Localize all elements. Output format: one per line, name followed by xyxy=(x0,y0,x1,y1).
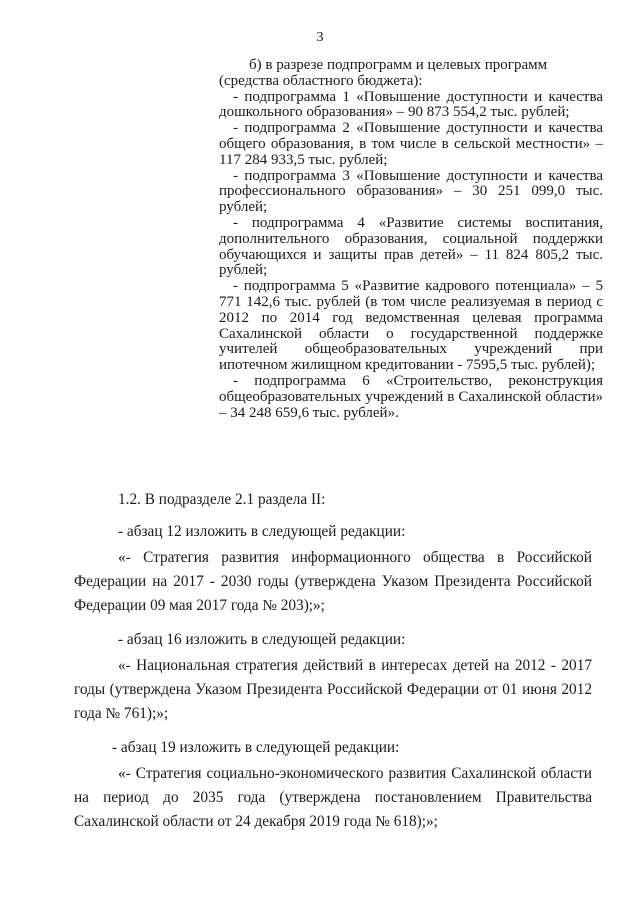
page-number: 3 xyxy=(316,30,324,45)
budget-intro: б) в разрезе подпрограмм и целевых программ (средства областного бюджета): xyxy=(219,57,548,89)
paragraph-16-instruction: - абзац 16 изложить в следующей редакции: xyxy=(118,631,406,648)
section-heading: 1.2. В подразделе 2.1 раздела II: xyxy=(118,491,326,508)
paragraph-19-text: «- Стратегия социально-экономического развития Сахалинской области на период до 2035 года (утверждена постановлением Правительства Сахалинской области от 24 декабря 2019 года № 618);»; xyxy=(74,765,592,830)
budget-subprograms-block xyxy=(219,58,603,421)
paragraph-16-text: «- Национальная стратегия действий в интересах детей на 2012 - 2017 годы (утверждена Указом Президента Российской Федерации от 01 июня 2012 года № 761);»; xyxy=(74,657,592,722)
subprogram-item-6: - подпрограмма 6 «Строительство, реконструкция общеобразовательных учреждений в Сахалинской области» – 34 248 659,6 тыс. рублей». xyxy=(219,372,603,421)
subprogram-item-3: - подпрограмма 3 «Повышение доступности и качества профессионального образования» – 30 251 099,0 тыс. рублей; xyxy=(219,167,603,216)
subprogram-item-4: - подпрограмма 4 «Развитие системы воспитания, дополнительного образования, социальной поддержки обучающихся и защиты прав детей» – 11 824 805,2 тыс. рублей; xyxy=(219,214,603,279)
paragraph-12-text: «- Стратегия развития информационного общества в Российской Федерации на 2017 - 2030 годы (утверждена Указом Президента Российской Федерации 09 мая 2017 года № 203);»; xyxy=(74,549,592,614)
subprogram-item-5: - подпрограмма 5 «Развитие кадрового потенциала» – 5 771 142,6 тыс. рублей (в том числе реализуемая в период с 2012 по 2014 год ведомственная целевая программа Сахалинской области о государственной поддержке учителей общеобразовательных учреждений при ипотечном жилищном кредитовании - 7595,5 тыс. рублей); xyxy=(219,278,603,374)
paragraph-12-instruction: - абзац 12 изложить в следующей редакции: xyxy=(118,523,406,540)
subprogram-item-2: - подпрограмма 2 «Повышение доступности и качества общего образования, в том числе в сельской местности» – 117 284 933,5 тыс. рублей; xyxy=(219,120,603,168)
subprogram-item-1: - подпрограмма 1 «Повышение доступности и качества дошкольного образования» – 90 873 554,2 тыс. рублей; xyxy=(219,88,603,121)
paragraph-19-instruction: - абзац 19 изложить в следующей редакции: xyxy=(112,739,400,756)
